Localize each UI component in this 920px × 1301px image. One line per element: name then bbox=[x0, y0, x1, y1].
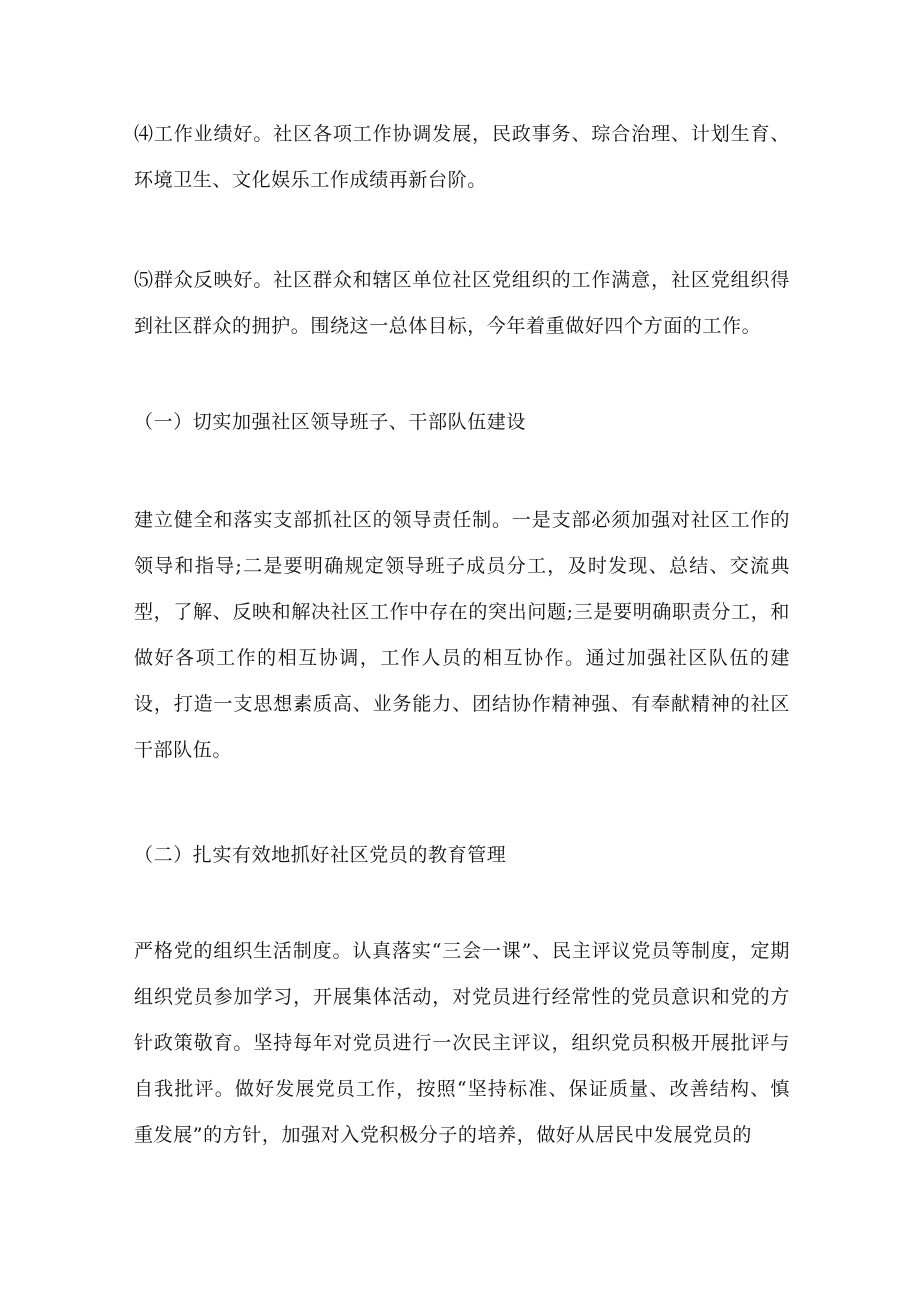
section-heading-1: （一）切实加强社区领导班子、干部队伍建设 bbox=[134, 411, 527, 433]
paragraph-leadership: 建立健全和落实支部抓社区的领导责任制。一是支部必须加强对社区工作的领导和指导;二是要明确规定领导班子成员分工，及时发现、总结、交流典型，了解、反映和解决社区工作中存在的突出问题;三是要明确职责分工，和做好各项工作的相互协调，工作人员的相互协作。通过加强社区队伍的建设，打造一支思想素质高、业务能力、团结协作精神强、有奉献精神的社区干部队伍。 bbox=[134, 509, 790, 761]
paragraph-public-feedback: ⑸群众反映好。社区群众和辖区单位社区党组织的工作满意，社区党组织得到社区群众的拥护。围绕这一总体目标，今年着重做好四个方面的工作。 bbox=[134, 269, 790, 337]
section-heading-2: （二）扎实有效地抓好社区党员的教育管理 bbox=[134, 844, 507, 866]
paragraph-work-performance: ⑷工作业绩好。社区各项工作协调发展，民政事务、琮合治理、计划生育、环境卫生、文化娱乐工作成绩再新台阶。 bbox=[134, 123, 790, 191]
paragraph-party-education: 严格党的组织生活制度。认真落实“三会一课”、民主评议党员等制度，定期组织党员参加学习，开展集体活动，对党员进行经常性的党员意识和党的方针政策敬育。坚持每年对党员进行一次民主评议，组织党员积极开展批评与自我批评。做好发展党员工作，按照“坚持标准、保证质量、改善结构、慎重发展”的方针，加强对入党积极分子的培养，做好从居民中发展党员的 bbox=[134, 940, 790, 1146]
